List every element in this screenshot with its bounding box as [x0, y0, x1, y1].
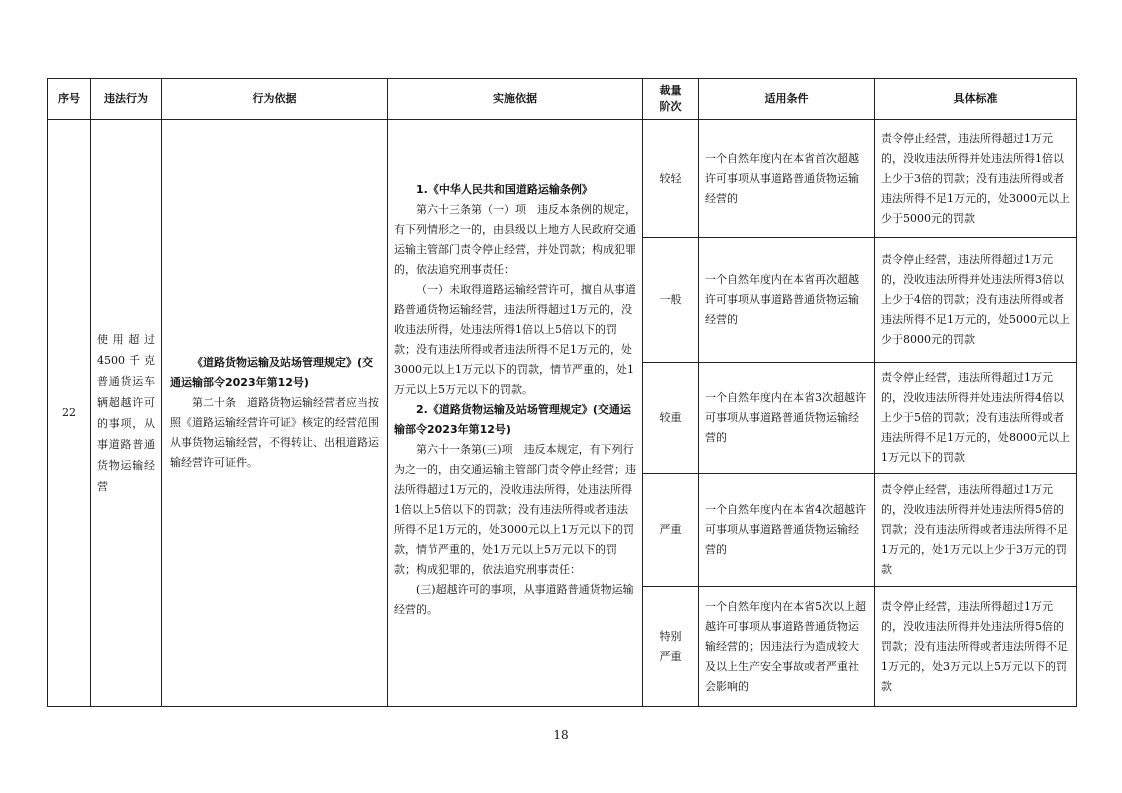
impl-para-4: (三)超越许可的事项，从事道路普通货物运输经营的。: [394, 583, 634, 616]
impl-para-2: （一）未取得道路运输经营许可，擅自从事道路普通货物运输经营，违法所得超过1万元的，没收违法所得，处违法所得1倍以上5倍以下的罚款；没有违法所得或者违法所得不足1万元的，处3000元以上1万元以下的罚款，情节严重的，处1万元以上5万元以下的罚款。: [394, 283, 636, 396]
basis-title: 《道路货物运输及站场管理规定》(交通运输部令2023年第12号): [170, 356, 374, 389]
condition-text: 一个自然年度内在本省3次超越许可事项从事道路普通货物运输经营的: [699, 363, 875, 474]
header-conditions: 适用条件: [699, 79, 875, 120]
condition-text: 一个自然年度内在本省5次以上超越许可事项从事道路普通货物运输经营的；因违法行为造成较大及以上生产安全事故或者严重社会影响的: [699, 587, 875, 707]
basis-cell: [162, 120, 388, 707]
level-label: 严重: [643, 474, 699, 587]
header-standard: 具体标准: [875, 79, 1077, 120]
standard-text: 责令停止经营，违法所得超过1万元的，没收违法所得并处违法所得1倍以上少于3倍的罚款；没有违法所得或者违法所得不足1万元的，处3000元以上少于5000元的罚款: [875, 120, 1077, 238]
impl-title-2: 2.《道路货物运输及站场管理规定》(交通运输部令2023年第12号): [394, 403, 631, 436]
penalty-table: [47, 78, 1077, 707]
standard-text: 责令停止经营，违法所得超过1万元的，没收违法所得并处违法所得4倍以上少于5倍的罚款；没有违法所得或者违法所得不足1万元的，处8000元以上1万元以下的罚款: [875, 363, 1077, 474]
standard-text: 责令停止经营，违法所得超过1万元的，没收违法所得并处违法所得5倍的罚款；没有违法所得或者违法所得不足1万元的，处1万元以上少于3万元的罚款: [875, 474, 1077, 587]
standard-text: 责令停止经营，违法所得超过1万元的，没收违法所得并处违法所得5倍的罚款；没有违法所得或者违法所得不足1万元的，处3万元以上5万元以下的罚款: [875, 587, 1077, 707]
header-seq: 序号: [48, 79, 91, 120]
level-label: 较轻: [643, 120, 699, 238]
level-label: 较重: [643, 363, 699, 474]
condition-text: 一个自然年度内在本省4次超越许可事项从事道路普通货物运输经营的: [699, 474, 875, 587]
header-implementation: 实施依据: [388, 79, 643, 120]
condition-text: 一个自然年度内在本省再次超越许可事项从事道路普通货物运输经营的: [699, 238, 875, 363]
impl-para-1: 第六十三条第（一）项 违反本条例的规定，有下列情形之一的，由县级以上地方人民政府交通运输主管部门责令停止经营，并处罚款；构成犯罪的，依法追究刑事责任：: [394, 203, 636, 276]
table-row: [48, 120, 1077, 238]
header-level: 裁量阶次: [643, 79, 699, 120]
page-number: 18: [553, 728, 569, 742]
level-label: 特别严重: [643, 587, 699, 707]
condition-text: 一个自然年度内在本省首次超越许可事项从事道路普通货物运输经营的: [699, 120, 875, 238]
standard-text: 责令停止经营，违法所得超过1万元的，没收违法所得并处违法所得3倍以上少于4倍的罚款；没有违法所得或者违法所得不足1万元的，处5000元以上少于8000元的罚款: [875, 238, 1077, 363]
impl-para-3: 第六十一条第(三)项 违反本规定，有下列行为之一的，由交通运输主管部门责令停止经营；违法所得超过1万元的，没收违法所得，处违法所得1倍以上5倍以下的罚款；没有违法所得或者违法所得不足1万元的，处3000元以上1万元以下的罚款，情节严重的，处1万元以上5万元以下的罚款；构成犯罪的，依法追究刑事责任：: [394, 443, 636, 576]
header-basis: 行为依据: [162, 79, 388, 120]
header-row: [48, 79, 1077, 120]
impl-title-1: 1.《中华人民共和国道路运输条例》: [416, 183, 593, 196]
row-seq: 22: [48, 120, 91, 707]
basis-text: 第二十条 道路货物运输经营者应当按照《道路运输经营许可证》核定的经营范围从事货物运输经营，不得转让、出租道路运输经营许可证件。: [170, 396, 379, 469]
level-label: 一般: [643, 238, 699, 363]
header-violation: 违法行为: [91, 79, 162, 120]
implementation-cell: [388, 120, 643, 707]
violation-text: 使用超过4500千克普通货运车辆超越许可的事项，从事道路普通货物运输经营: [91, 120, 162, 707]
